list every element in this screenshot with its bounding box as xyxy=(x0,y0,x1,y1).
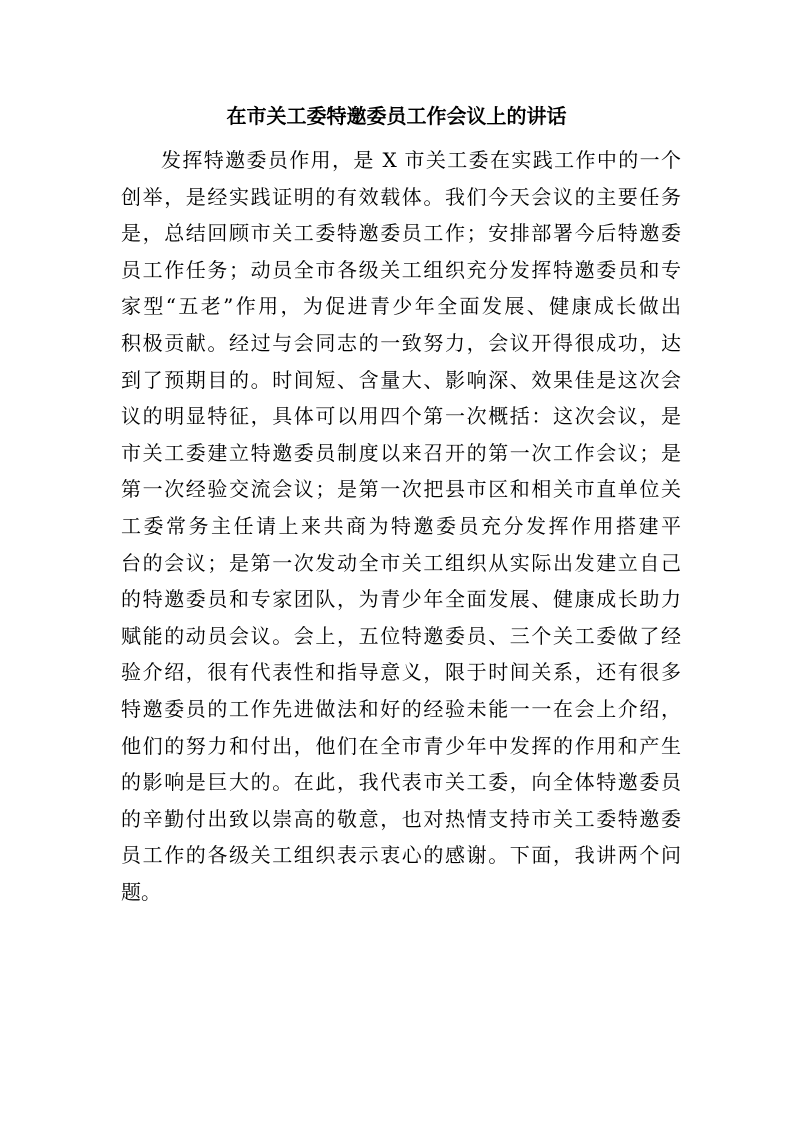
paragraph-line: 工委常务主任请上来共商为特邀委员充分发挥作用搭建平 xyxy=(121,513,681,538)
paragraph-line: 市关工委建立特邀委员制度以来召开的第一次工作会议；是 xyxy=(121,440,681,465)
paragraph-line: 验介绍，很有代表性和指导意义，限于时间关系，还有很多 xyxy=(121,660,681,685)
paragraph-line: 到了预期目的。时间短、含量大、影响深、效果佳是这次会 xyxy=(121,367,681,392)
paragraph-line: 题。 xyxy=(121,879,161,904)
paragraph-line: 创举，是经实践证明的有效载体。我们今天会议的主要任务 xyxy=(121,184,681,209)
paragraph-line: 积极贡献。经过与会同志的一致努力，会议开得很成功，达 xyxy=(121,330,681,355)
paragraph-line: 他们的努力和付出，他们在全市青少年中发挥的作用和产生 xyxy=(121,733,681,758)
paragraph-line: 的影响是巨大的。在此，我代表市关工委，向全体特邀委员 xyxy=(121,770,681,795)
paragraph-line: 的特邀委员和专家团队，为青少年全面发展、健康成长助力 xyxy=(121,587,681,612)
paragraph-line: 的辛勤付出致以崇高的敬意，也对热情支持市关工委特邀委 xyxy=(121,806,681,831)
document-body xyxy=(121,142,681,910)
paragraph-line: 赋能的动员会议。会上，五位特邀委员、三个关工委做了经 xyxy=(121,623,681,648)
paragraph-line: 员工作的各级关工组织表示衷心的感谢。下面，我讲两个问 xyxy=(121,843,681,868)
paragraph-line: 特邀委员的工作先进做法和好的经验未能一一在会上介绍， xyxy=(121,696,681,721)
paragraph-line: 第一次经验交流会议；是第一次把县市区和相关市直单位关 xyxy=(121,477,681,502)
paragraph-line: 台的会议；是第一次发动全市关工组织从实际出发建立自己 xyxy=(121,550,681,575)
paragraph-line: 发挥特邀委员作用，是 X 市关工委在实践工作中的一个 xyxy=(161,148,681,172)
paragraph-line: 是，总结回顾市关工委特邀委员工作；安排部署今后特邀委 xyxy=(121,221,681,246)
document-title: 在市关工委特邀委员工作会议上的讲话 xyxy=(226,104,567,128)
paragraph-line: 家型“五老”作用，为促进青少年全面发展、健康成长做出 xyxy=(121,294,681,319)
paragraph-line: 议的明显特征，具体可以用四个第一次概括：这次会议，是 xyxy=(121,404,681,429)
paragraph-line: 员工作任务；动员全市各级关工组织充分发挥特邀委员和专 xyxy=(121,257,681,282)
